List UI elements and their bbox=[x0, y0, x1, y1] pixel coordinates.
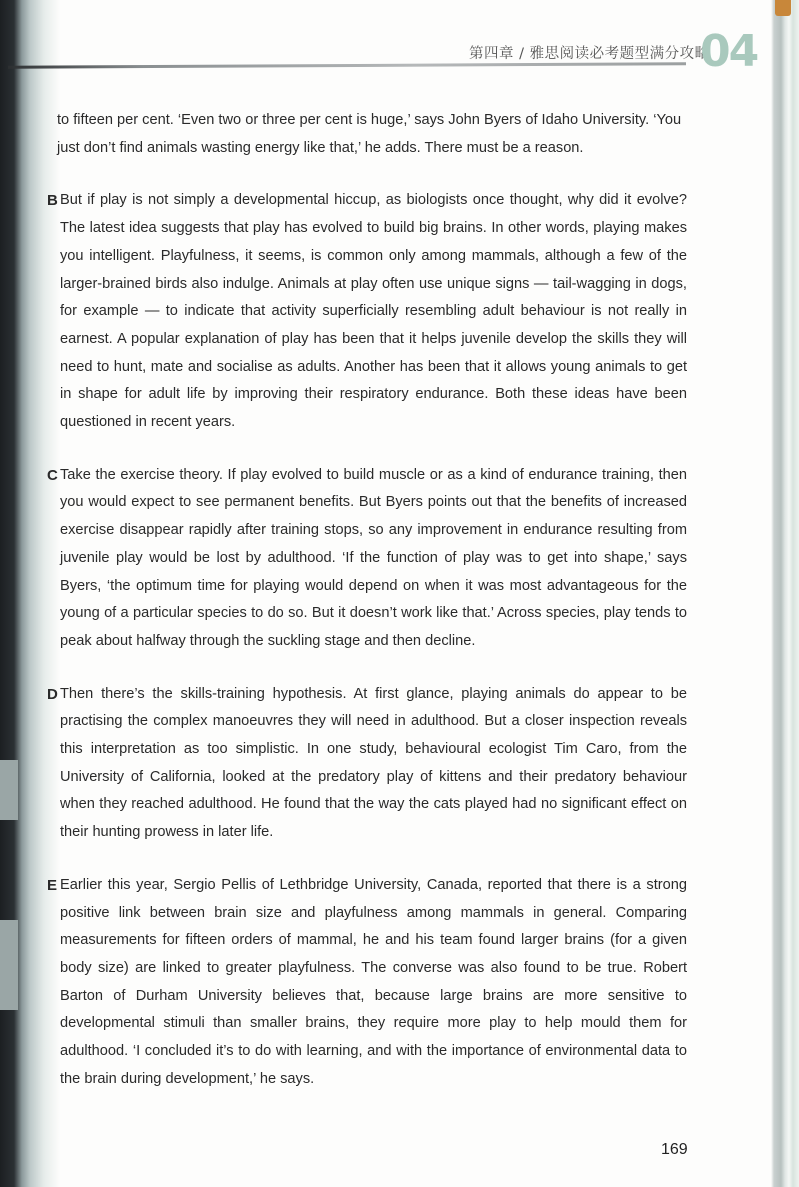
page-number: 169 bbox=[661, 1141, 688, 1158]
paragraph-letter: E bbox=[47, 876, 58, 894]
paragraph-text: Then there’s the skills-training hypothesis. At first glance, playing animals do appear to be practising the complex manoeuvres they will need in adulthood. But a closer inspection reveals this interpretation as too simplistic. In one study, behavioural ecologist Tim Caro, from the University of California, looked at the predatory play of kittens and their predatory behaviour when they reached adulthood. He found that the way the cats played had no significant effect on their hunting prowess in later life. bbox=[60, 685, 687, 841]
paragraph-continued bbox=[47, 107, 687, 162]
page-tab-marker bbox=[775, 0, 791, 16]
paragraph-b bbox=[47, 187, 687, 436]
spine-band bbox=[0, 760, 18, 820]
paragraph-text: But if play is not simply a developmental hiccup, as biologists once thought, why did it evolve? The latest idea suggests that play has evolved to build big brains. In other words, playing makes you intelligent. Playfulness, it seems, is common only among mammals, although a few of the larger-brained birds also indulge. Animals at play often use unique signs — tail-wagging in dogs, for example — to indicate that activity superficially resembling adult behaviour is not really in earnest. A popular explanation of play has been that it helps juvenile develop the skills they will need to hunt, mate and socialise as adults. Another has been that it allows young animals to get in shape for adult life by improving their respiratory endurance. Both these ideas have been questioned in recent years. bbox=[60, 192, 687, 431]
paragraph-letter: D bbox=[47, 685, 58, 703]
paragraph-c bbox=[47, 462, 687, 656]
paragraph-letter: C bbox=[47, 466, 58, 484]
paragraph-d bbox=[47, 681, 687, 847]
chapter-header-title: 第四章 / 雅思阅读必考题型满分攻略 bbox=[469, 46, 710, 62]
page-edge bbox=[771, 0, 799, 1187]
paragraph-text: to fifteen per cent. ‘Even two or three per cent is huge,’ says John Byers of Idaho University. ‘You just don’t find animals wasting energy like that,’ he adds. There must be a reason. bbox=[57, 112, 682, 156]
header-divider bbox=[8, 62, 686, 69]
chapter-number: 04 bbox=[700, 26, 758, 77]
paragraph-text: Take the exercise theory. If play evolved to build muscle or as a kind of endurance training, then you would expect to see permanent benefits. But Byers points out that the benefits of increased exercise disappear rapidly after training stops, so any improvement in endurance resulting from juvenile play would be lost by adulthood. ‘If the function of play was to get into shape,’ says Byers, ‘the optimum time for playing would depend on when it was most advantageous for the young of a particular species to do so. But it doesn’t work like that.’ Across species, play tends to peak about halfway through the suckling stage and then decline. bbox=[60, 466, 687, 649]
paragraph-e bbox=[47, 872, 687, 1094]
paragraph-letter: B bbox=[47, 192, 58, 210]
spine-band bbox=[0, 920, 18, 1010]
article-body bbox=[47, 107, 687, 1119]
paragraph-text: Earlier this year, Sergio Pellis of Lethbridge University, Canada, reported that there is a strong positive link between brain size and playfulness among mammals in general. Comparing measurements for fifteen orders of mammal, he and his team found larger brains (for a given body size) are linked to greater playfulness. The converse was also found to be true. Robert Barton of Durham University believes that, because large brains are more sensitive to developmental stimuli than smaller brains, they require more play to help mould them for adulthood. ‘I concluded it’s to do with learning, and with the importance of environmental data to the brain during development,’ he says. bbox=[60, 876, 687, 1087]
